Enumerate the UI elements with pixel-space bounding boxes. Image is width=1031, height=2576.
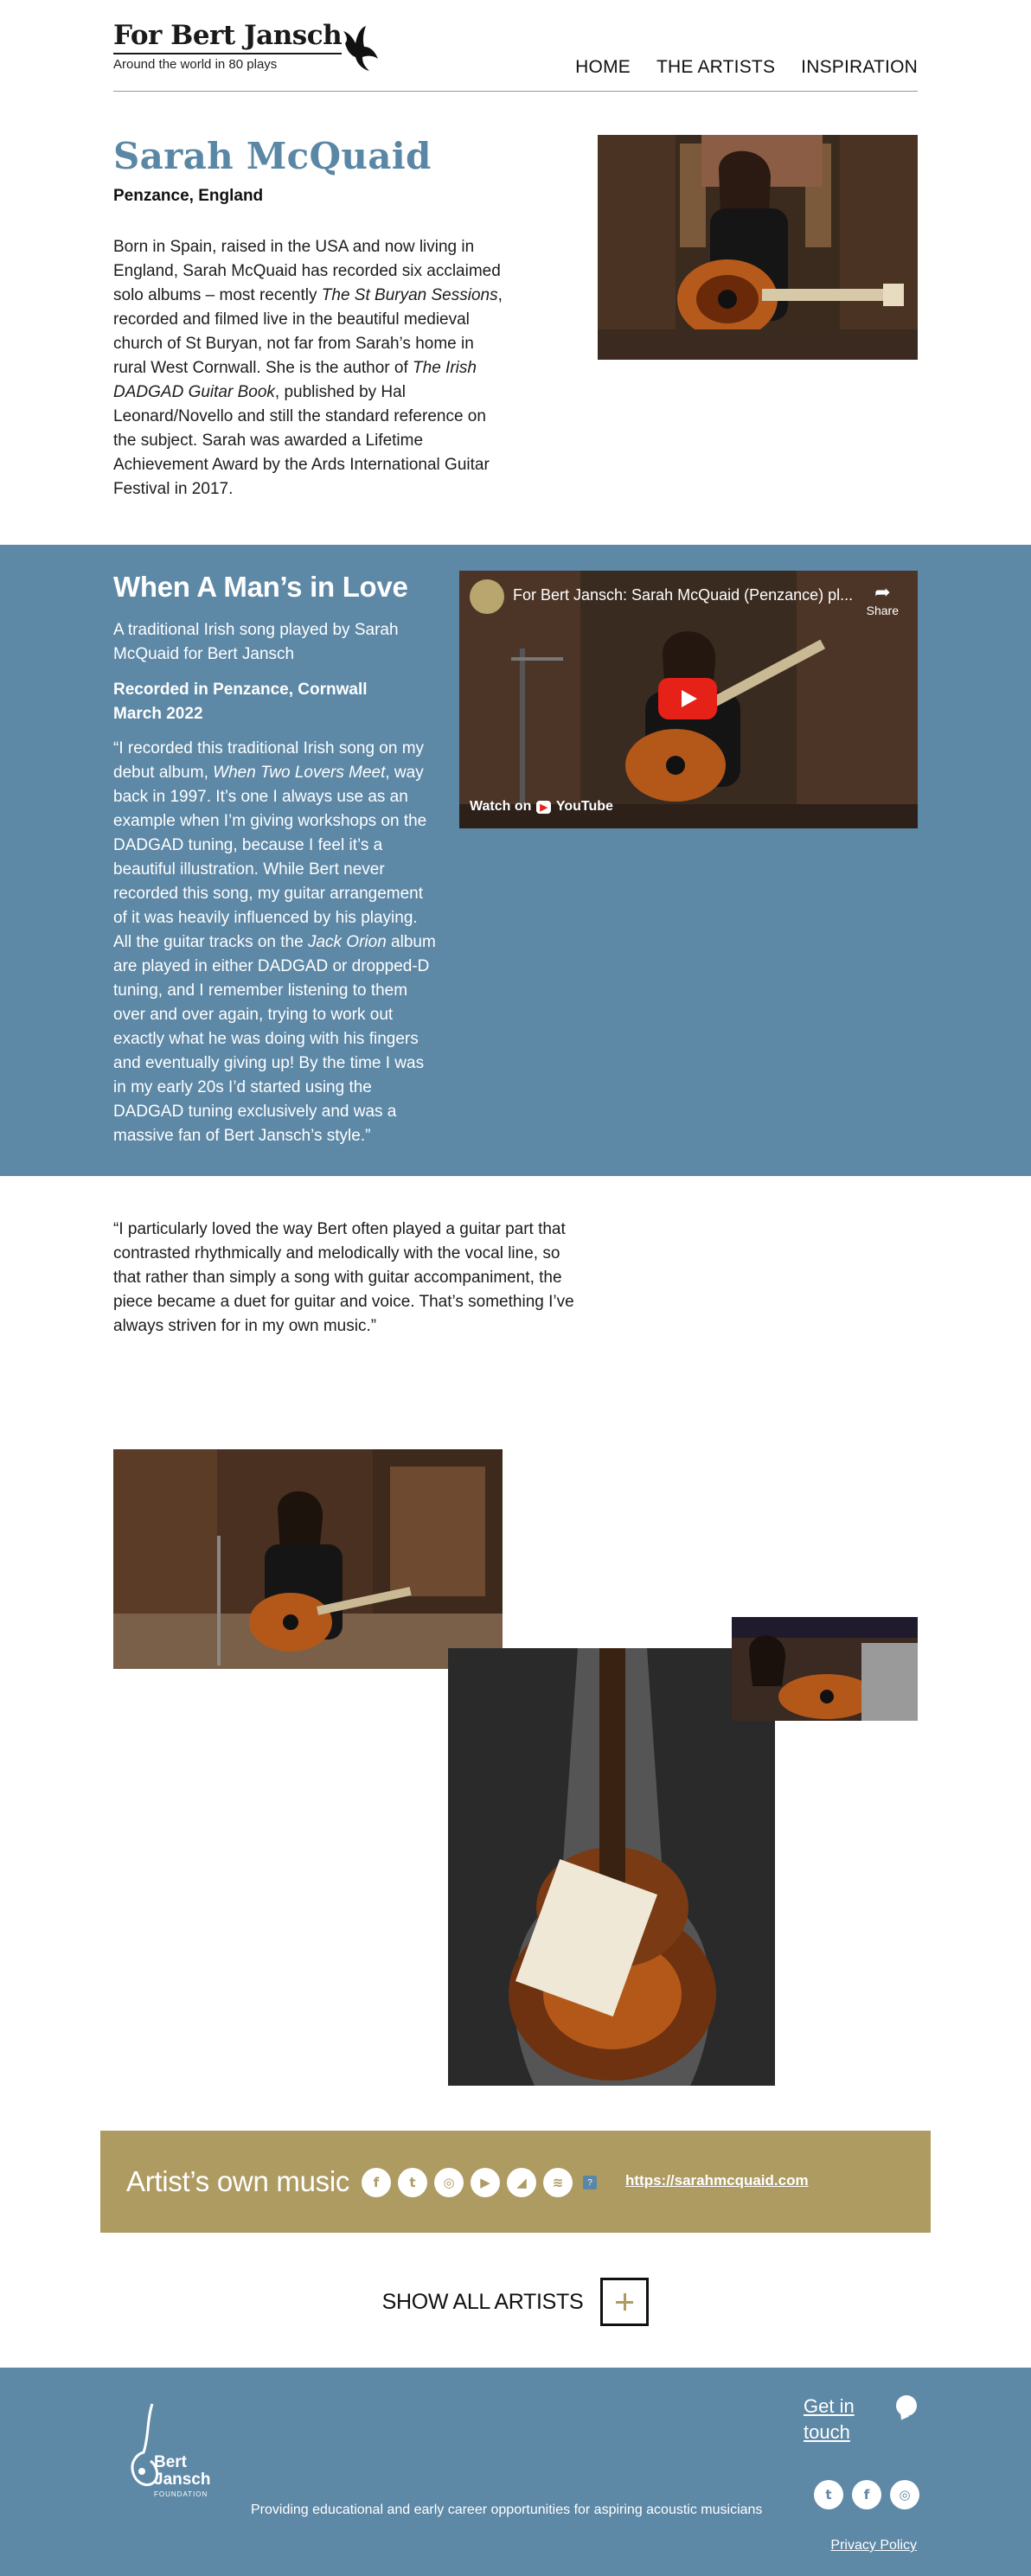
nav-artists-link[interactable]: THE ARTISTS xyxy=(656,57,776,77)
nav-home-link[interactable]: HOME xyxy=(575,57,631,77)
logo-line-jansch: Jansch xyxy=(154,2471,211,2489)
twitter-icon[interactable]: t xyxy=(398,2168,427,2197)
share-icon: ➦ xyxy=(874,581,891,603)
share-label: Share xyxy=(866,604,899,617)
youtube-icon[interactable]: ▶ xyxy=(471,2168,500,2197)
artist-portrait-photo xyxy=(598,135,918,360)
gallery-photo-guitar-case[interactable] xyxy=(448,1648,775,2086)
footer-twitter-icon[interactable]: t xyxy=(814,2480,843,2509)
gallery-photo-church-performance[interactable] xyxy=(113,1449,503,1669)
own-music-title: Artist’s own music xyxy=(126,2165,350,2197)
watch-on-label: Watch on xyxy=(470,799,532,814)
bandcamp-icon[interactable]: ◢ xyxy=(507,2168,536,2197)
video-title[interactable]: For Bert Jansch: Sarah McQuaid (Penzance) pl... xyxy=(513,586,854,604)
nav-inspiration-link[interactable]: INSPIRATION xyxy=(801,57,918,77)
site-header xyxy=(113,0,918,92)
artist-quote: “I particularly loved the way Bert often played a guitar part that contrasted rhythmically and melodically with the vocal line, so that rather than simply a song with guitar accompaniment, the piece became a duet for guitar and voice. That’s something I’ve always striven for in my own music.” xyxy=(113,1220,574,1335)
song-recorded-info: Recorded in Penzance, Cornwall March 2022 xyxy=(113,681,368,723)
footer-facebook-icon[interactable]: f xyxy=(852,2480,881,2509)
youtube-video-embed[interactable] xyxy=(459,571,918,828)
plus-icon[interactable] xyxy=(600,2278,649,2326)
watch-on-youtube-link[interactable] xyxy=(470,799,613,815)
get-in-touch-link[interactable]: Get in touch xyxy=(804,2395,855,2443)
main-nav xyxy=(549,57,918,78)
song-quote: “I recorded this traditional Irish song on my debut album, When Two Lovers Meet, way back in 1997. It’s one I always use as an example when I’m giving workshops on the DADGAD tuning, because I feel it’s a beautiful illustration. While Bert never recorded this song, my guitar arrangement of it was heavily influenced by his playing. All the guitar tracks on the Jack Orion album are played in either DADGAD or dropped-D tuning, and I remember listening to them over and over again, trying to work out exactly what he was doing with his fingers and eventually giving up! By the time I was in my early 20s I’d started using the DADGAD tuning exclusively and was a massive fan of Bert Jansch’s style.” xyxy=(113,739,436,1145)
logo-subtitle: Around the world in 80 plays xyxy=(113,57,278,72)
site-footer xyxy=(0,2368,1031,2576)
instagram-icon[interactable]: ◎ xyxy=(434,2168,464,2197)
play-button[interactable] xyxy=(658,678,717,719)
youtube-label: YouTube xyxy=(555,799,613,814)
footer-social-links xyxy=(814,2480,919,2509)
footer-tagline: Providing educational and early career opportunities for aspiring acoustic musicians xyxy=(251,2502,763,2517)
artist-website-link[interactable]: https://sarahmcquaid.com xyxy=(625,2172,809,2189)
site-logo[interactable] xyxy=(113,19,342,72)
privacy-policy-link[interactable]: Privacy Policy xyxy=(830,2538,917,2553)
facebook-icon[interactable]: f xyxy=(362,2168,391,2197)
artist-name: Sarah McQuaid xyxy=(113,135,432,177)
youtube-icon: ▶ xyxy=(536,801,550,814)
channel-avatar[interactable] xyxy=(470,579,504,614)
chat-bubble-icon[interactable] xyxy=(896,2395,917,2416)
logo-line-bert: Bert xyxy=(154,2453,188,2471)
footer-instagram-icon[interactable]: ◎ xyxy=(890,2480,919,2509)
song-title: When A Man’s in Love xyxy=(113,571,408,603)
gallery-photo-guitar-signatures[interactable] xyxy=(732,1617,918,1721)
show-all-artists[interactable] xyxy=(0,2278,1031,2326)
foundation-logo[interactable] xyxy=(118,2402,239,2497)
logo-line-foundation: FOUNDATION xyxy=(154,2490,208,2498)
spotify-icon[interactable]: ≋ xyxy=(543,2168,573,2197)
bird-icon xyxy=(340,24,380,73)
artist-social-links xyxy=(362,2168,597,2197)
share-button[interactable] xyxy=(867,581,899,617)
logo-title[interactable]: For Bert Jansch xyxy=(113,19,342,54)
show-all-artists-label[interactable]: SHOW ALL ARTISTS xyxy=(381,2289,584,2314)
website-icon[interactable]: ? xyxy=(583,2176,597,2189)
artist-bio: Born in Spain, raised in the USA and now living in England, Sarah McQuaid has recorded six acclaimed solo albums – most recently The St Buryan Sessions, recorded and filmed live in the beautiful medieval church of St Buryan, not far from Sarah’s home in rural West Cornwall. She is the author of The Irish DADGAD Guitar Book, published by Hal Leonard/Novello and still the standard reference on the subject. Sarah was awarded a Lifetime Achievement Award by the Ards International Guitar Festival in 2017. xyxy=(113,238,503,498)
song-section xyxy=(0,545,1031,1176)
song-subtitle: A traditional Irish song played by Sarah McQuaid for Bert Jansch xyxy=(113,621,399,663)
artist-location: Penzance, England xyxy=(113,187,264,205)
artist-own-music-panel xyxy=(100,2131,931,2233)
